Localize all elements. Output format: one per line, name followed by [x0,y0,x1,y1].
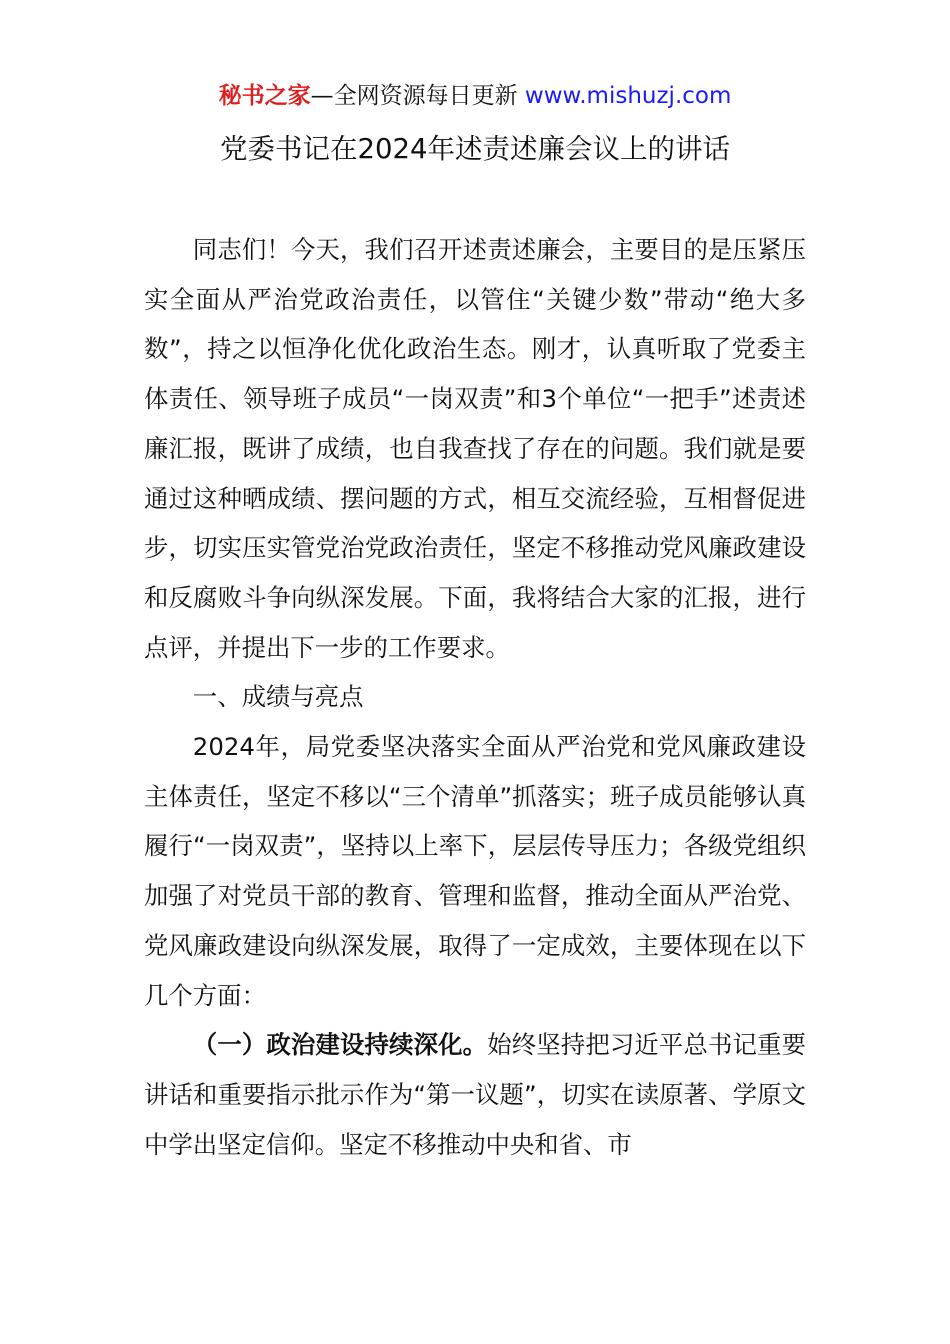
subsection-text: 始终坚持把习近平总书记重要讲话和重要指示批示作为“第一议题”，切实在读原著、学原文中学出坚定信仰。坚定不移推动中央和省、市 [144,1030,806,1159]
site-link[interactable]: www.mishuzj.com [524,83,732,109]
paragraph-intro: 同志们！今天，我们召开述责述廉会，主要目的是压紧压实全面从严治党政治责任，以管住“关键少数”带动“绝大多数”，持之以恒净化优化政治生态。刚才，认真听取了党委主体责任、领导班子成员“一岗双责”和3个单位“一把手”述责述廉汇报，既讲了成绩，也自我查找了存在的问题。我们就是要通过这种晒成绩、摆问题的方式，相互交流经验，互相督促进步，切实压实管党治党政治责任，坚定不移推动党风廉政建设和反腐败斗争向纵深发展。下面，我将结合大家的汇报，进行点评，并提出下一步的工作要求。 [144,235,806,662]
source-header [0,80,950,112]
document-title: 党委书记在2024年述责述廉会议上的讲话 [220,133,730,165]
brand-slogan: —全网资源每日更新 [310,83,525,109]
document-body [144,225,806,1169]
section-heading: 一、成绩与亮点 [192,682,364,712]
brand-name: 秘书之家 [218,83,311,109]
subsection-heading: （一）政治建设持续深化。 [192,1030,488,1060]
paragraph-achievements: 2024年，局党委坚决落实全面从严治党和党风廉政建设主体责任，坚定不移以“三个清单”抓落实；班子成员能够认真履行“一岗双责”，坚持以上率下，层层传导压力；各级党组织加强了对党员干部的教育、管理和监督，推动全面从严治党、党风廉政建设向纵深发展，取得了一定成效，主要体现在以下几个方面： [144,732,806,1010]
subsection-paragraph [144,1020,806,1169]
